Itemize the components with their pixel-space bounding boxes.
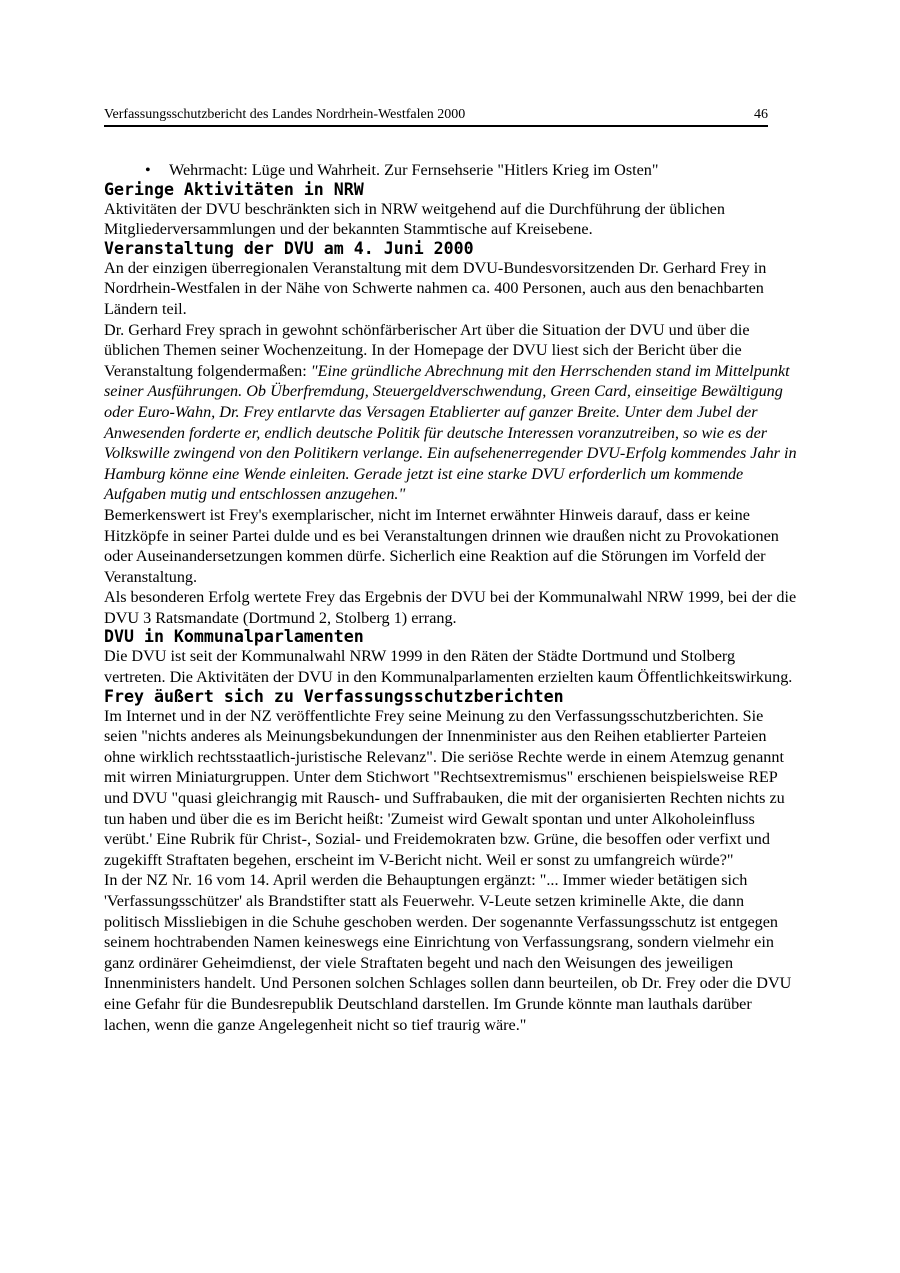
paragraph: Bemerkenswert ist Frey's exemplarischer, nicht im Internet erwähnter Hinweis darauf, dass er keine Hitzköpfe in seiner Partei dulde und es bei Veranstaltungen drinnen wie draußen nicht zu Provokationen oder Auseinandersetzungen kommen dürfe. Sicherlich eine Reaktion auf die Störungen im Vorfeld der Veranstaltung. <box>104 505 779 586</box>
document-body <box>104 160 800 1035</box>
section-heading: Geringe Aktivitäten in NRW <box>104 179 364 199</box>
section-heading: Veranstaltung der DVU am 4. Juni 2000 <box>104 238 474 258</box>
section-heading: Frey äußert sich zu Verfassungsschutzberichten <box>104 686 564 706</box>
section-heading: DVU in Kommunalparlamenten <box>104 627 364 647</box>
bullet-item <box>104 160 800 181</box>
paragraph: Die DVU ist seit der Kommunalwahl NRW 1999 in den Räten der Städte Dortmund und Stolberg vertreten. Die Aktivitäten der DVU in den Kommunalparlamenten erzielten kaum Öffentlichkeitswirkung. <box>104 647 793 687</box>
page-header <box>104 106 768 127</box>
paragraph: Im Internet und in der NZ veröffentlichte Frey seine Meinung zu den Verfassungsschutzberichten. Sie seien "nichts anderes als Meinungsbekundungen der Innenminister aus den Reihen etablierter Parteien ohne wirklich rechtsstaatlich-juristische Relevanz". Die seriöse Rechte werde in einem Atemzug genannt mit wirren Miniaturgruppen. Unter dem Stichwort "Rechtsextremismus" erschienen beispielsweise REP und DVU "quasi gleichrangig mit Rausch- und Suffrabauken, die mit der organisierten Rechten nichts zu tun haben und über die es im Bericht heißt: 'Zumeist wird Gewalt spontan und unter Alkoholeinfluss verübt.' Eine Rubrik für Christ-, Sozial- und Freidemokraten bzw. Grüne, die besoffen oder verfixt und zugekifft Straftaten begehen, erscheint im V-Bericht nicht. Weil er sonst zu umfangreich würde?" <box>104 706 785 869</box>
bullet-dot-icon: • <box>145 161 151 179</box>
paragraph: Als besonderen Erfolg wertete Frey das Ergebnis der DVU bei der Kommunalwahl NRW 1999, bei der die DVU 3 Ratsmandate (Dortmund 2, Stolberg 1) errang. <box>104 588 797 627</box>
paragraph-text: Dr. Gerhard Frey sprach in gewohnt schönfärberischer Art über die Situation der DVU und über die üblichen Themen seiner Wochenzeitung. In der Homepage der DVU liest sich der Bericht über die Veranstaltung folgendermaßen: <box>104 320 750 380</box>
paragraph: An der einzigen überregionalen Veranstaltung mit dem DVU-Bundesvorsitzenden Dr. Gerhard Frey in Nordrhein-Westfalen in der Nähe von Schwerte nahmen ca. 400 Personen, auch aus den benachbarten Ländern teil. <box>104 258 767 318</box>
paragraph: Aktivitäten der DVU beschränkten sich in NRW weitgehend auf die Durchführung der üblichen Mitgliederversammlungen und der bekannten Stammtische auf Kreisebene. <box>104 199 725 239</box>
paragraph: In der NZ Nr. 16 vom 14. April werden die Behauptungen ergänzt: "... Immer wieder betätigen sich 'Verfassungsschützer' als Brandstifter statt als Feuerwehr. V-Leute setzen kriminelle Akte, die dann politisch Missliebigen in die Schuhe geschoben werden. Der sogenannte Verfassungsschutz ist entgegen seinem hochtrabenden Namen keineswegs eine Einrichtung von Verfassungsrang, sondern vielmehr ein ganz ordinärer Geheimdienst, der viele Straftaten begeht und nach den Weisungen des jeweiligen Innenministers handelt. Und Personen solchen Schlages sollen dann beurteilen, ob Dr. Frey oder die DVU eine Gefahr für die Bundesrepublik Deutschland darstellen. Im Grunde könnte man lauthals darüber lachen, wenn die ganze Angelegenheit nicht so tief traurig wäre." <box>104 871 792 1034</box>
bullet-text: Wehrmacht: Lüge und Wahrheit. Zur Fernsehserie "Hitlers Krieg im Osten" <box>169 161 659 179</box>
paragraph-with-quote <box>104 320 800 505</box>
page-number: 46 <box>754 107 768 122</box>
quote-text: "Eine gründliche Abrechnung mit den Herrschenden stand im Mittelpunkt seiner Ausführungen. Ob Überfremdung, Steuergeldverschwendung, Green Card, einseitige Bewältigung oder Euro-Wahn, Dr. Frey entlarvte das Versagen Etablierter auf ganzer Breite. Unter dem Jubel der Anwesenden forderte er, endlich deutsche Politik für deutsche Interessen voranzutreiben, so wie es der Volkswille zwingend von den Politikern verlange. Ein aufsehenerregender DVU-Erfolg kommendes Jahr in Hamburg könne eine Wende einleiten. Gerade jetzt ist eine starke DVU erforderlich um kommende Aufgaben mutig und entschlossen anzugehen." <box>104 361 797 504</box>
header-title: Verfassungsschutzbericht des Landes Nordrhein-Westfalen 2000 <box>104 107 466 122</box>
